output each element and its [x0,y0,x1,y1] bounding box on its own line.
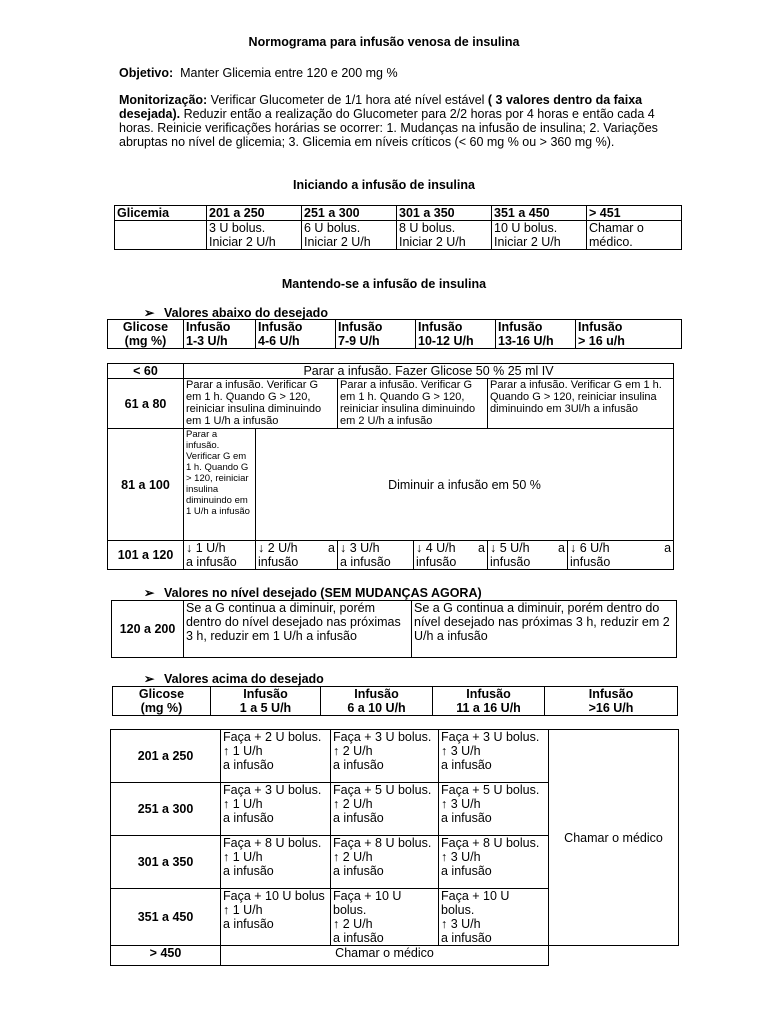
action-line: a infusão [333,931,384,945]
action-line: ↑ 1 U/h [223,797,263,811]
action-line: ↓ 4 U/h [416,541,456,555]
action-cell [221,730,331,783]
header-line: (mg %) [140,701,183,715]
action-line: Faça + 10 U bolus. [441,889,510,917]
action-cell: Parar a infusão. Fazer Glicose 50 % 25 ml IV [184,364,674,379]
action-cell [488,541,568,570]
range-cell: 351 a 450 [111,889,221,946]
action-line: Faça + 3 U bolus. [441,730,540,744]
header-line: (mg %) [124,334,167,348]
header-line: Infusão [588,687,634,701]
action-cell [439,836,549,889]
range-cell: 301 a 350 [397,206,492,221]
action-line: ↑ 1 U/h [223,903,263,917]
action-line: Iniciar 2 U/h [209,235,276,249]
action-cell [221,836,331,889]
header-line: >16 U/h [588,701,634,715]
action-line: a infusão [333,811,384,825]
action-cell [302,221,397,250]
table-row [108,429,674,541]
header-line: 10-12 U/h [418,334,474,348]
action-cell [221,889,331,946]
action-cell: Parar a infusão. Verificar G em 1 h. Quando G > 120, reiniciar insulina diminuindo em 3Ul/h a infusão [488,379,674,429]
header-line: Infusão [466,687,511,701]
action-cell [331,730,439,783]
action-cell: Chamar o médico [221,946,549,966]
arrow-bullet-icon: ➢ [144,586,155,600]
range-cell: 81 a 100 [108,429,184,541]
action-cell: Parar a infusão. Verificar G em 1 h. Quando G > 120, reiniciar insulina diminuindo em 1 U/h a infusão [184,429,256,541]
action-line: ↓ 3 U/h [340,541,380,555]
action-line: a [558,541,565,555]
action-line: Faça + 3 U bolus. [223,783,322,797]
action-line: ↑ 3 U/h [441,917,481,931]
header-cell [433,687,545,716]
glicemia-label: Glicemia [115,206,207,221]
action-line: a infusão [223,758,274,772]
action-cell: Diminuir a infusão em 50 % [256,429,674,541]
call-doctor-cell: Chamar o médico [549,730,679,946]
header-line: 7-9 U/h [338,334,380,348]
action-cell [331,836,439,889]
range-cell: 120 a 200 [112,601,184,658]
action-line: a [478,541,485,555]
action-cell [338,541,414,570]
table-row [111,946,679,966]
header-cell [256,320,336,349]
action-cell [568,541,674,570]
header-line: Infusão [186,320,231,334]
bullet-below [144,305,328,320]
action-line: Faça + 2 U bolus. [223,730,322,744]
action-line: Faça + 8 U bolus. [441,836,540,850]
action-line: ↓ 2 U/h [258,541,298,555]
table-row [108,364,674,379]
action-cell [256,541,338,570]
header-line: 11 a 16 U/h [456,701,521,715]
action-line: a [328,541,335,555]
above-header-table [112,686,678,716]
range-cell: 101 a 120 [108,541,184,570]
action-line: infusão [416,555,457,569]
header-line: Infusão [418,320,463,334]
action-cell [414,541,488,570]
header-cell [416,320,496,349]
header-line: Infusão [498,320,543,334]
range-cell: > 451 [587,206,682,221]
header-cell [184,320,256,349]
action-line: a infusão [333,864,384,878]
section-heading-start: Iniciando a infusão de insulina [293,178,475,192]
action-line: infusão [258,555,299,569]
start-infusion-table [114,205,682,250]
header-line: Infusão [243,687,288,701]
action-line: ↓ 6 U/h [570,541,610,555]
action-line: Chamar o [589,221,644,235]
table-row [108,379,674,429]
bullet-text: Valores no nível desejado (SEM MUDANÇAS AGORA) [164,586,482,600]
action-line: ↓ 5 U/h [490,541,530,555]
header-line: 1 a 5 U/h [239,701,292,715]
header-line: Infusão [338,320,383,334]
action-line: infusão [570,555,611,569]
header-cell [108,320,184,349]
table-row [108,541,674,570]
action-line: 3 U bolus. [209,221,266,235]
page-title: Normograma para infusão venosa de insulina [248,35,520,49]
action-cell [184,541,256,570]
bullet-text: Valores abaixo do desejado [164,306,328,320]
header-cell [113,687,211,716]
action-line: ↑ 2 U/h [333,917,373,931]
action-line: Faça + 10 U bolus. [333,889,402,917]
action-line: Faça + 5 U bolus. [441,783,540,797]
action-line: ↑ 3 U/h [441,797,481,811]
action-line: Faça + 5 U bolus. [333,783,432,797]
action-cell [439,889,549,946]
table-row [115,221,682,250]
action-cell [587,221,682,250]
objective-text: Manter Glicemia entre 120 e 200 mg % [180,66,398,80]
action-cell [331,889,439,946]
action-line: Iniciar 2 U/h [304,235,371,249]
action-line: ↑ 1 U/h [223,744,263,758]
bullet-text: Valores acima do desejado [164,672,324,686]
range-cell: 201 a 250 [111,730,221,783]
header-line: 13-16 U/h [498,334,554,348]
action-line: 6 U bolus. [304,221,361,235]
monitoring-bold: ( 3 valores dentro da faixa desejada). [119,93,643,121]
range-cell: 301 a 350 [111,836,221,889]
header-cell [496,320,576,349]
action-line: a infusão [441,864,492,878]
action-cell: Parar a infusão. Verificar G em 1 h. Quando G > 120, reiniciar insulina diminuindo em 1 U/h a infusão [184,379,338,429]
action-line: ↑ 3 U/h [441,744,481,758]
action-line: a infusão [441,931,492,945]
below-header-table [107,319,682,349]
header-line: Infusão [354,687,399,701]
header-line: Infusão [578,320,623,334]
header-cell [576,320,682,349]
below-values-table [107,363,674,570]
header-line: 1-3 U/h [186,334,228,348]
action-line: ↑ 2 U/h [333,744,373,758]
header-cell [336,320,416,349]
action-line: Faça + 8 U bolus. [223,836,322,850]
action-line: a infusão [223,864,274,878]
section-heading-maintain: Mantendo-se a infusão de insulina [281,277,487,291]
action-cell [439,783,549,836]
action-cell [439,730,549,783]
range-cell: 61 a 80 [108,379,184,429]
action-line: 8 U bolus. [399,221,456,235]
header-line: > 16 u/h [578,334,625,348]
header-cell [321,687,433,716]
action-line: 10 U bolus. [494,221,558,235]
action-cell: Se a G continua a diminuir, porém dentro do nível desejado nas próximas 3 h, reduzir em 2 U/h a infusão [412,601,677,658]
table-row [108,320,682,349]
bullet-above [144,671,324,686]
arrow-bullet-icon: ➢ [144,306,155,320]
action-line: ↓ 1 U/h [186,541,226,555]
bullet-desired [144,585,482,600]
action-line: a infusão [186,555,237,569]
monitoring-label: Monitorização: [119,93,208,107]
monitoring-paragraph [119,93,659,149]
range-cell: 201 a 250 [207,206,302,221]
header-line: Glicose [138,687,185,701]
action-cell [492,221,587,250]
range-cell: 351 a 450 [492,206,587,221]
action-line: Iniciar 2 U/h [399,235,466,249]
header-line: Infusão [258,320,303,334]
table-row [111,730,679,783]
table-row [112,601,677,658]
action-line: ↑ 2 U/h [333,797,373,811]
action-line: a infusão [223,811,274,825]
action-line: a infusão [333,758,384,772]
action-line: a infusão [340,555,391,569]
range-cell: < 60 [108,364,184,379]
range-cell: 251 a 300 [302,206,397,221]
action-cell: Se a G continua a diminuir, porém dentro do nível desejado nas próximas 3 h, reduzir em 1 U/h a infusão [184,601,412,658]
action-cell: Parar a infusão. Verificar G em 1 h. Quando G > 120, reiniciar insulina diminuindo em 2 U/h a infusão [338,379,488,429]
header-line: Glicose [122,320,169,334]
action-line: a infusão [441,811,492,825]
objective-paragraph [119,66,659,80]
action-line: a infusão [441,758,492,772]
header-line: 6 a 10 U/h [347,701,406,715]
action-line: ↑ 3 U/h [441,850,481,864]
above-values-table [110,729,679,966]
table-row [113,687,678,716]
action-cell [397,221,492,250]
header-cell [545,687,678,716]
monitoring-text-2: Reduzir então a realização do Glucometer para 2/2 horas por 4 horas e então cada 4 horas. Reinicie verificações horárias se ocorrer: 1. Mudanças na infusão de insulina; 2. Variações abruptas no nível de glicemia; 3. Glicemia em níveis críticos (< 60 mg % ou > 360 mg %). [119,107,658,149]
action-line: Faça + 8 U bolus. [333,836,432,850]
range-cell: 251 a 300 [111,783,221,836]
action-cell [331,783,439,836]
range-cell: > 450 [111,946,221,966]
empty-cell [549,946,679,966]
empty-cell [115,221,207,250]
action-line: Faça + 3 U bolus. [333,730,432,744]
action-line: infusão [490,555,531,569]
action-line: ↑ 2 U/h [333,850,373,864]
action-line: ↑ 1 U/h [223,850,263,864]
desired-table [111,600,677,658]
header-line: 4-6 U/h [258,334,300,348]
objective-label: Objetivo: [119,66,174,80]
action-line: Iniciar 2 U/h [494,235,561,249]
action-line: a infusão [223,917,274,931]
monitoring-text-1: Verificar Glucometer de 1/1 hora até nível estável [207,93,488,107]
table-row [115,206,682,221]
action-cell [221,783,331,836]
action-line: a [664,541,672,555]
action-cell [207,221,302,250]
action-line: médico. [589,235,633,249]
header-cell [211,687,321,716]
arrow-bullet-icon: ➢ [144,672,155,686]
action-line: Faça + 10 U bolus [223,889,325,903]
